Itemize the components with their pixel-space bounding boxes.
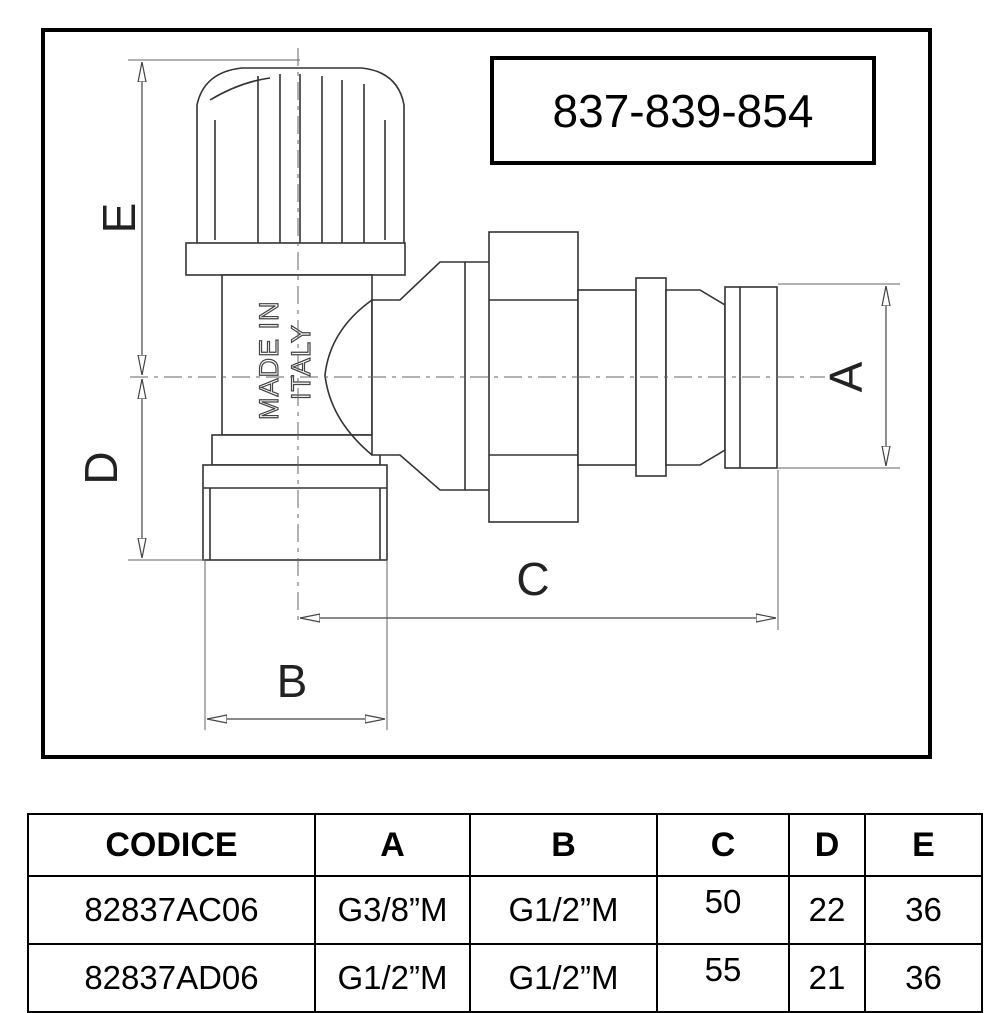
table-row: [28, 944, 982, 1012]
table-header-row: [28, 814, 982, 876]
cell-d: 22: [789, 876, 865, 944]
header-b: B: [470, 814, 657, 876]
model-code-text: 837-839-854: [552, 85, 814, 137]
header-d: D: [789, 814, 865, 876]
cell-c: 50: [657, 876, 789, 944]
imprint-made-in: MADE IN: [254, 300, 284, 420]
imprint-italy: ITALY: [286, 323, 316, 400]
dim-label-a: A: [820, 361, 873, 393]
cell-a: G1/2”M: [315, 944, 470, 1012]
dim-label-c: C: [516, 553, 550, 605]
cell-d: 21: [789, 944, 865, 1012]
dim-label-b: B: [276, 655, 308, 707]
bottom-connector: [203, 465, 387, 560]
dim-label-d: D: [75, 451, 128, 485]
cell-codice: 82837AC06: [28, 876, 315, 944]
table-row: [28, 876, 982, 944]
model-code-box: [492, 58, 874, 163]
cell-b: G1/2”M: [470, 876, 657, 944]
header-c: C: [657, 814, 789, 876]
specification-table: [27, 813, 983, 1013]
cell-a: G3/8”M: [315, 876, 470, 944]
cell-b: G1/2”M: [470, 944, 657, 1012]
header-a: A: [315, 814, 470, 876]
header-e: E: [865, 814, 982, 876]
cell-e: 36: [865, 876, 982, 944]
cell-e: 36: [865, 944, 982, 1012]
header-codice: CODICE: [28, 814, 315, 876]
cell-c: 55: [657, 944, 789, 1012]
dim-label-e: E: [93, 202, 146, 234]
cell-codice: 82837AD06: [28, 944, 315, 1012]
